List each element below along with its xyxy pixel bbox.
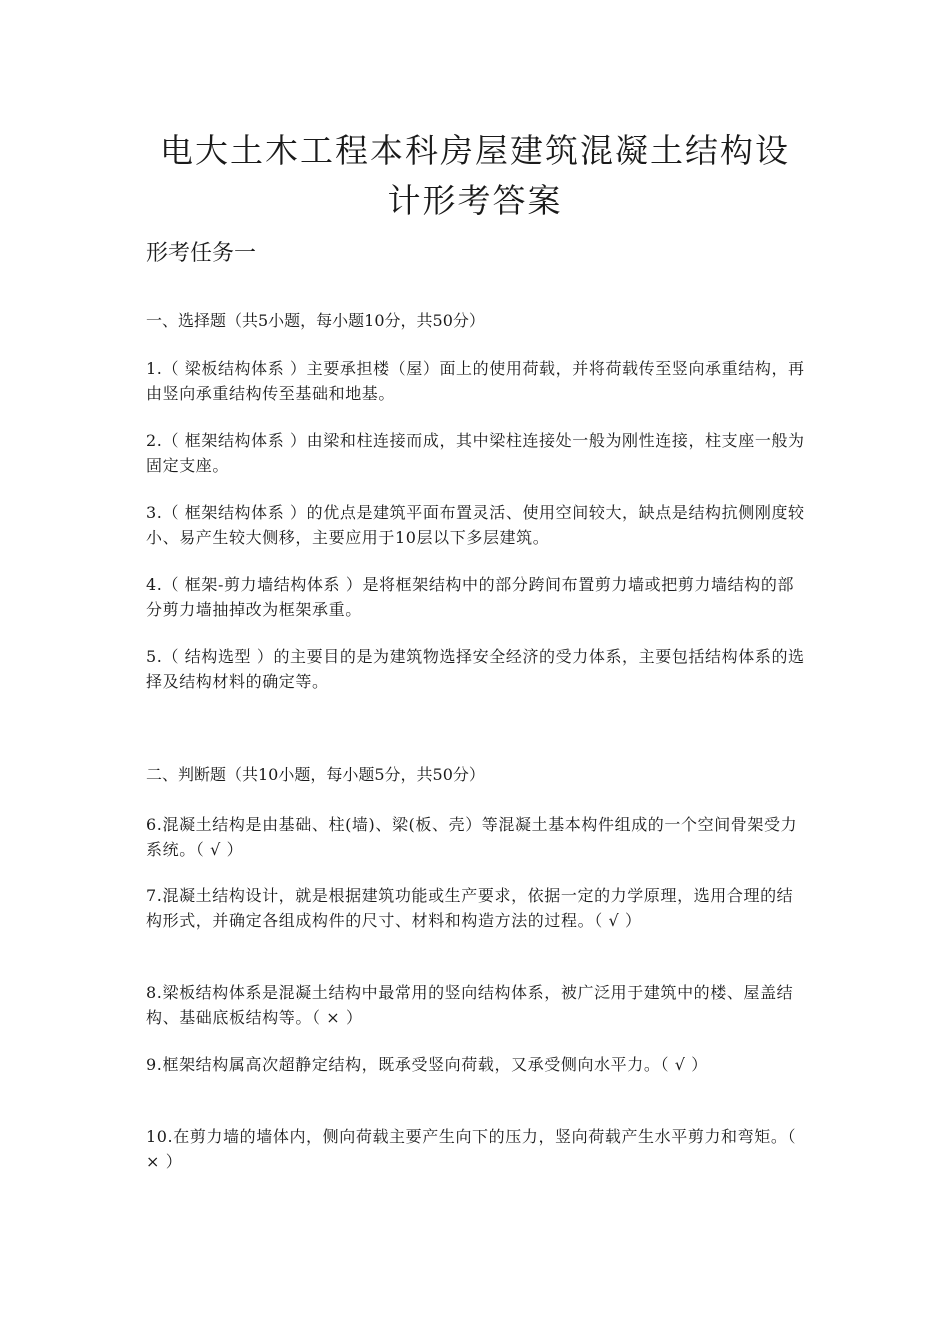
question-item: 3.（ 框架结构体系 ）的优点是建筑平面布置灵活、使用空间较大，缺点是结构抗侧刚度较小、易产生较大侧移，主要应用于10层以下多层建筑。: [146, 503, 805, 547]
question-item: 10.在剪力墙的墙体内，侧向荷载主要产生向下的压力，竖向荷载产生水平剪力和弯矩。（ × ）: [146, 1127, 797, 1171]
question-item: 6.混凝土结构是由基础、柱(墙)、梁(板、壳）等混凝土基本构件组成的一个空间骨架受力系统。（ √ ）: [146, 815, 798, 859]
section-heading-judgment: 二、判断题（共10小题，每小题5分，共50分）: [146, 765, 485, 784]
question-item: 1.（ 梁板结构体系 ）主要承担楼（屋）面上的使用荷载，并将荷载传至竖向承重结构，再由竖向承重结构传至基础和地基。: [146, 359, 805, 403]
task-heading: 形考任务一: [146, 241, 257, 266]
question-item: 2.（ 框架结构体系 ）由梁和柱连接而成，其中梁柱连接处一般为刚性连接，柱支座一般为固定支座。: [146, 431, 805, 475]
section-heading-choice: 一、选择题（共5小题，每小题10分，共50分）: [146, 311, 485, 330]
question-item: 4.（ 框架-剪力墙结构体系 ）是将框架结构中的部分跨间布置剪力墙或把剪力墙结构的部分剪力墙抽掉改为框架承重。: [146, 575, 795, 619]
question-item: 5.（ 结构选型 ）的主要目的是为建筑物选择安全经济的受力体系，主要包括结构体系的选择及结构材料的确定等。: [146, 647, 805, 691]
question-item: 9.框架结构属高次超静定结构，既承受竖向荷载，又承受侧向水平力。（ √ ）: [146, 1055, 708, 1074]
document-title: 电大土木工程本科房屋建筑混凝土结构设计形考答案: [160, 131, 790, 221]
question-item: 7.混凝土结构设计，就是根据建筑功能或生产要求，依据一定的力学原理，选用合理的结构形式，并确定各组成构件的尺寸、材料和构造方法的过程。（ √ ）: [146, 886, 794, 930]
question-item: 8.梁板结构体系是混凝土结构中最常用的竖向结构体系，被广泛用于建筑中的楼、屋盖结构、基础底板结构等。（ × ）: [146, 983, 794, 1027]
